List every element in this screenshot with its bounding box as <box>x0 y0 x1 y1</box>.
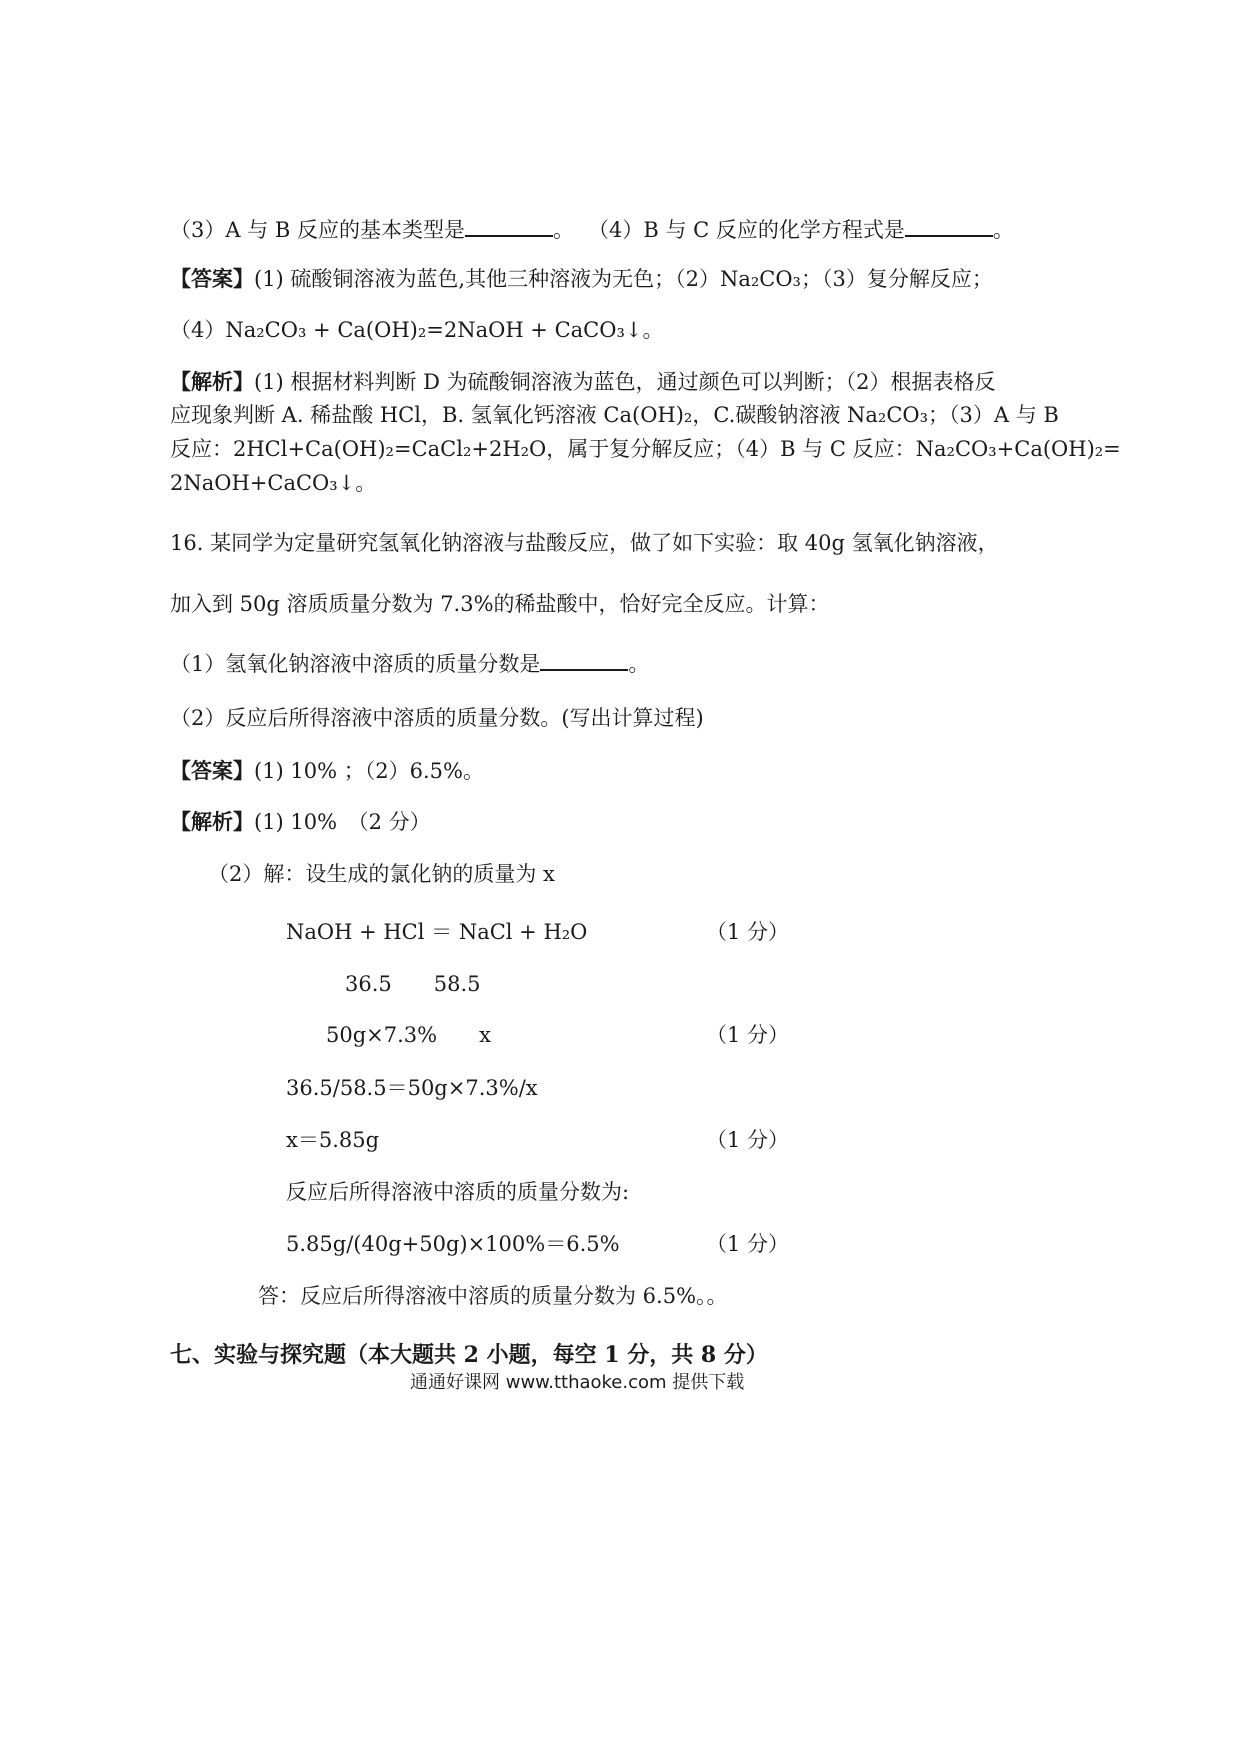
final-answer: 答：反应后所得溶液中溶质的质量分数为 6.5%。。 <box>258 1284 728 1308</box>
score-note: （1 分） <box>706 1128 790 1152</box>
known-values: 50g×7.3% x <box>326 1023 491 1047</box>
answer-label: 【答案】 <box>170 758 254 783</box>
q16-answer: 【答案】(1) 10% ；（2）6.5%。 <box>170 758 484 783</box>
x-value: x＝5.85g <box>286 1128 380 1152</box>
q15-analysis-line4: 2NaOH+CaCO₃↓。 <box>170 471 377 495</box>
q16-stem-line2: 加入到 50g 溶质质量分数为 7.3%的稀盐酸中，恰好完全反应。计算： <box>170 592 830 616</box>
reaction-equation: NaOH + HCl ＝ NaCl + H₂O <box>286 920 588 944</box>
q15-analysis-line2: 应现象判断 A. 稀盐酸 HCl，B. 氢氧化钙溶液 Ca(OH)₂，C.碳酸钠溶液 Na₂CO₃；（3）A 与 B <box>170 403 1059 427</box>
q15-part3: （3）A 与 B 反应的基本类型是 。 <box>170 218 574 242</box>
answer-blank <box>905 217 993 237</box>
molar-masses: 36.5 58.5 <box>345 972 481 996</box>
answer-blank <box>465 217 553 237</box>
section-heading: 七、实验与探究题（本大题共 2 小题，每空 1 分，共 8 分） <box>170 1342 768 1368</box>
fraction-calc: 5.85g/(40g+50g)×100%＝6.5% <box>286 1232 620 1256</box>
q15-analysis-line1: 【解析】(1) 根据材料判断 D 为硫酸铜溶液为蓝色，通过颜色可以判断；（2）根据表格反 <box>170 369 996 394</box>
solve-intro: （2）解：设生成的氯化钠的质量为 x <box>208 862 555 886</box>
q16-analysis: 【解析】(1) 10% （2 分） <box>170 809 431 834</box>
q15-answer-line2: （4）Na₂CO₃ + Ca(OH)₂=2NaOH + CaCO₃↓。 <box>170 318 664 342</box>
q16-part2: （2）反应后所得溶液中溶质的质量分数。(写出计算过程) <box>170 706 704 730</box>
analysis-label: 【解析】 <box>170 369 254 394</box>
score-note: （1 分） <box>706 920 790 944</box>
q15-part4: （4）B 与 C 反应的化学方程式是 。 <box>588 218 1014 242</box>
q15-part4-text: （4）B 与 C 反应的化学方程式是 <box>588 218 905 242</box>
fraction-intro: 反应后所得溶液中溶质的质量分数为: <box>286 1180 630 1204</box>
analysis-label: 【解析】 <box>170 809 254 834</box>
q15-part3-text: （3）A 与 B 反应的基本类型是 <box>170 218 465 242</box>
q15-answer-line1: 【答案】(1) 硫酸铜溶液为蓝色,其他三种溶液为无色；（2）Na₂CO₃；（3）复分解反应； <box>170 266 993 291</box>
q16-part1: （1）氢氧化钠溶液中溶质的质量分数是 。 <box>170 652 650 676</box>
score-note: （1 分） <box>706 1232 790 1256</box>
score-note: （1 分） <box>706 1023 790 1047</box>
q16-stem-line1: 16. 某同学为定量研究氢氧化钠溶液与盐酸反应，做了如下实验：取 40g 氢氧化钠溶液， <box>170 531 999 555</box>
ratio-equation: 36.5/58.5＝50g×7.3%/x <box>286 1076 538 1100</box>
q15-analysis-line3: 反应：2HCl+Ca(OH)₂=CaCl₂+2H₂O，属于复分解反应；（4）B 与 C 反应：Na₂CO₃+Ca(OH)₂= <box>170 437 1121 461</box>
answer-blank <box>540 651 628 671</box>
answer-label: 【答案】 <box>170 266 254 291</box>
footer-source: 通通好课网 www.tthaoke.com 提供下载 <box>410 1372 745 1393</box>
